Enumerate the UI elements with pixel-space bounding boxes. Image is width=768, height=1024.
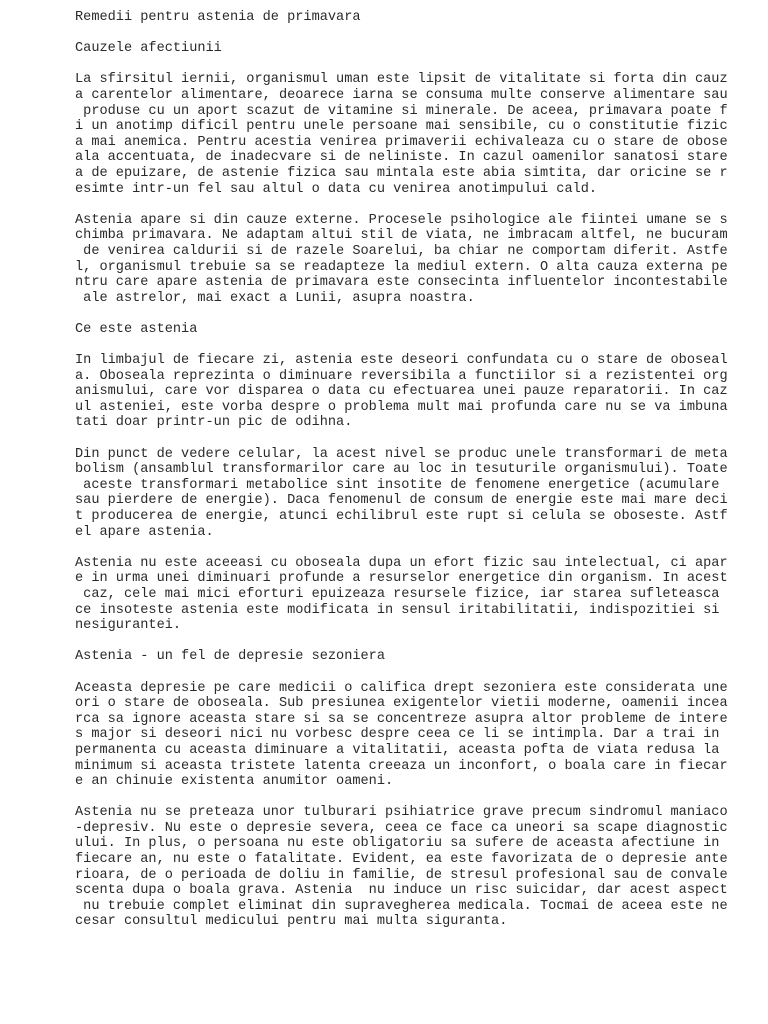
text-line: cesar consultul medicului pentru mai multa siguranta.	[75, 914, 508, 930]
text-line: ori o stare de oboseala. Sub presiunea exigentelor vietii moderne, oamenii incea	[75, 696, 728, 712]
text-line: fiecare an, nu este o fatalitate. Evident, ea este favorizata de o depresie ante	[75, 852, 728, 868]
text-line: Aceasta depresie pe care medicii o califica drept sezoniera este considerata une	[75, 680, 728, 696]
text-line: Remedii pentru astenia de primavara	[75, 10, 361, 25]
text-line: ul asteniei, este vorba despre o problema mult mai profunda care nu se va imbuna	[75, 399, 728, 415]
text-line: aceste transformari metabolice sint insotite de fenomene energetice (acumulare	[75, 477, 720, 493]
paragraph	[75, 446, 728, 541]
text-line: ala accentuata, de inadecvare si de neliniste. In cazul oamenilor sanatosi stare	[75, 150, 728, 166]
text-line: Astenia nu este aceeasi cu oboseala dupa un efort fizic sau intelectual, ci apar	[75, 555, 728, 571]
paragraph	[75, 805, 728, 930]
section-heading-causes	[75, 41, 675, 57]
text-line: tati doar printr-un pic de odihna.	[75, 415, 353, 431]
section-heading-seasonal-depression	[75, 649, 675, 665]
text-line: el apare astenia.	[75, 524, 214, 540]
section-heading-what-is	[75, 322, 675, 338]
text-line: Cauzele afectiunii	[75, 41, 222, 57]
document-title	[75, 10, 675, 26]
text-line: ce insoteste astenia este modificata in sensul iritabilitatii, indispozitiei si	[75, 602, 720, 618]
text-line: nesigurantei.	[75, 618, 182, 634]
text-line: i un anotimp dificil pentru unele persoane mai sensibile, cu o constitutie fizic	[75, 119, 728, 135]
text-line: rca sa ignore aceasta stare si sa se concentreze asupra altor probleme de intere	[75, 711, 728, 727]
text-line: caz, cele mai mici eforturi epuizeaza resursele fizice, iar starea sufleteasca	[75, 586, 720, 602]
paragraph	[75, 72, 728, 197]
text-line: esimte intr-un fel sau altul o data cu venirea anotimpului cald.	[75, 181, 598, 197]
text-line: a de epuizare, de astenie fizica sau mintala este abia simtita, dar oricine se r	[75, 165, 728, 181]
text-line: Astenia - un fel de depresie sezoniera	[75, 649, 385, 665]
text-line: e in urma unei diminuari profunde a resurselor energetice din organism. In acest	[75, 571, 728, 587]
text-line: In limbajul de fiecare zi, astenia este deseori confundata cu o stare de oboseal	[75, 353, 728, 369]
paragraph	[75, 680, 728, 790]
text-line: bolism (ansamblul transformarilor care au loc in tesuturile organismului). Toate	[75, 462, 728, 478]
text-line: Astenia nu se preteaza unor tulburari psihiatrice grave precum sindromul maniaco	[75, 805, 728, 821]
text-line: t producerea de energie, atunci echilibrul este rupt si celula se oboseste. Astf	[75, 509, 728, 524]
text-line: ntru care apare astenia de primavara este consecinta influentelor incontestabile	[75, 275, 728, 291]
text-line: ului. In plus, o persoana nu este obligatoriu sa sufere de aceasta afectiune in	[75, 836, 720, 852]
paragraph	[75, 353, 728, 431]
text-line: rioara, de o perioada de doliu in familie, de stresul profesional sau de convale	[75, 867, 728, 883]
text-line: a. Oboseala reprezinta o diminuare reversibila a functiilor si a rezistentei org	[75, 368, 728, 384]
text-line: de venirea caldurii si de razele Soarelui, ba chiar ne comportam diferit. Astfe	[75, 243, 728, 259]
text-line: permanenta cu aceasta diminuare a vitalitatii, aceasta pofta de viata redusa la	[75, 742, 720, 758]
text-line: sau pierdere de energie). Daca fenomenul de consum de energie este mai mare deci	[75, 493, 728, 509]
text-line: -depresiv. Nu este o depresie severa, ceea ce face ca uneori sa scape diagnostic	[75, 820, 728, 836]
text-line: Ce este astenia	[75, 321, 198, 337]
document-page	[75, 10, 728, 946]
text-line: Din punct de vedere celular, la acest nivel se produc unele transformari de meta	[75, 446, 728, 462]
text-line: l, organismul trebuie sa se readapteze la mediul extern. O alta cauza externa pe	[75, 259, 728, 275]
text-line: produse cu un aport scazut de vitamine si minerale. De aceea, primavara poate f	[75, 103, 728, 119]
text-line: scenta dupa o boala grava. Astenia nu induce un risc suicidar, dar acest aspect	[75, 883, 728, 899]
text-line: nu trebuie complet eliminat din supravegherea medicala. Tocmai de aceea este ne	[75, 898, 728, 914]
text-line: ale astrelor, mai exact a Lunii, asupra noastra.	[75, 290, 475, 306]
text-line: e an chinuie existenta anumitor oameni.	[75, 774, 394, 790]
text-line: chimba primavara. Ne adaptam altui stil de viata, ne imbracam altfel, ne bucuram	[75, 228, 728, 244]
text-line: minimum si aceasta tristete latenta creeaza un inconfort, o boala care in fiecar	[75, 758, 728, 774]
paragraph	[75, 212, 728, 307]
text-line: anismului, care vor disparea o data cu efectuarea unei pauze reparatorii. In caz	[75, 384, 728, 400]
paragraph	[75, 555, 728, 634]
text-line: a carentelor alimentare, deoarece iarna se consuma multe conserve alimentare sau	[75, 87, 728, 103]
text-line: a mai anemica. Pentru acestia venirea primaverii echivaleaza cu o stare de obose	[75, 134, 728, 150]
text-line: La sfirsitul iernii, organismul uman este lipsit de vitalitate si forta din cauz	[75, 72, 728, 88]
text-line: Astenia apare si din cauze externe. Procesele psihologice ale fiintei umane se s	[75, 212, 728, 228]
text-line: s major si deseori nici nu vorbesc despre ceea ce li se intimpla. Dar a trai in	[75, 727, 720, 743]
